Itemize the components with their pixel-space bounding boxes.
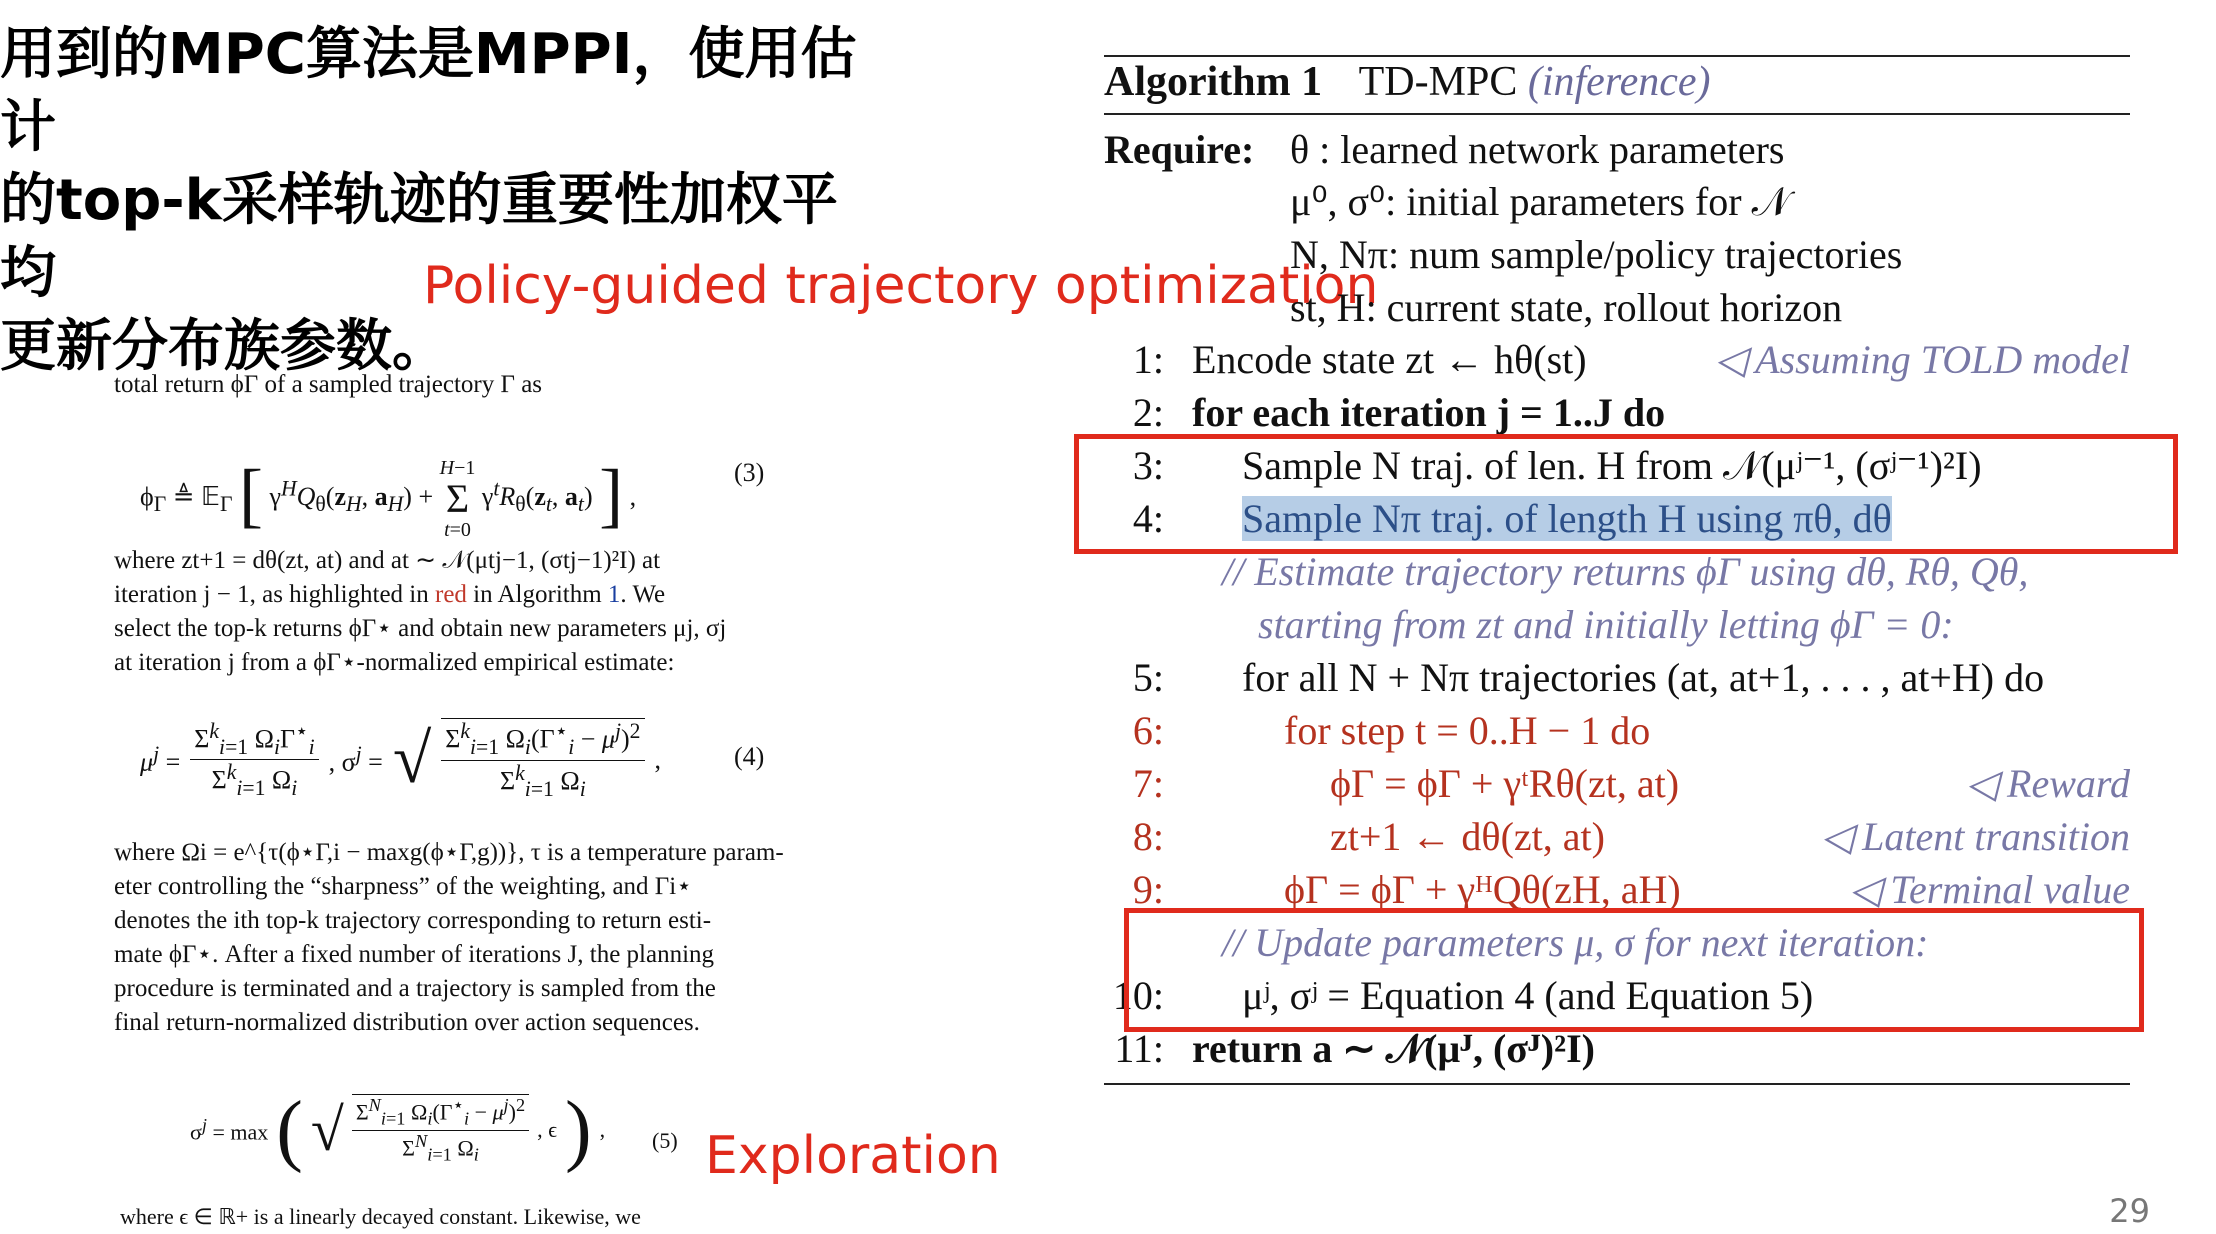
paper-p2-line-1: where Ωi = e^{τ(ϕ⋆Γ,i − maxg(ϕ⋆Γ,g))}, τ is a temperature param- (114, 839, 784, 866)
paper-p2-line-3: denotes the ith top-k trajectory corresponding to return esti- (114, 907, 712, 934)
algo-line-3: 3: Sample N traj. of len. H from 𝒩(μʲ⁻¹, (σʲ⁻¹)²I) (1132, 443, 1982, 488)
paper-p2-line-4: mate ϕΓ⋆. After a fixed number of iterations J, the planning (114, 941, 715, 968)
algo-note-reward: ◁ Reward (1966, 761, 2130, 806)
policy-sample-highlight: Sample Nπ traj. of length H using πθ, dθ (1242, 496, 1892, 541)
equation-5-body: $\sigma^j = \max$ ( √ $\Sigma^N_{i=1}$ $\Omega_i(\Gamma^⋆_i - \mu^j)^2$ $\Sigma^N_{i=1}$ $\Omega_i$ , ϵ ) , (190, 1086, 606, 1174)
algorithm-name: TD-MPC (1358, 59, 1518, 105)
algo-line-5: 5: for all N + Nπ trajectories (at, at+1, . . . , at+H) do (1132, 655, 2045, 700)
paper-p1-line-3: select the top-k returns ϕΓ⋆ and obtain new parameters μj, σj (114, 615, 727, 642)
algo-comment-starting: starting from zt and initially letting ϕΓ = 0: (1258, 602, 1954, 647)
slide-title-line-3: 更新分布族参数。 (0, 314, 448, 379)
paper-p1-line-1: where zt+1 = dθ(zt, at) and at ∼ 𝒩(μtj−1, (σtj−1)²I) at (114, 547, 661, 574)
require-label: Require: (1104, 127, 1255, 172)
paper-paragraph-1 (114, 544, 726, 680)
require-1: θ : learned network parameters (1290, 127, 1785, 172)
equation-4-number: (4) (734, 742, 765, 771)
update-redbox (1124, 908, 2144, 1032)
page-number: 29 (2109, 1192, 2150, 1230)
require-3: N, Nπ: num sample/policy trajectories (1290, 232, 1903, 277)
algo-line-10: 10: μʲ, σʲ = Equation 4 (and Equation 5) (1112, 973, 1814, 1018)
algorithm-ref-link[interactable]: 1 (607, 581, 621, 608)
algo-line-11: 11: return a ∼ 𝒩(μᴶ, (σᴶ)²I) (1114, 1026, 1596, 1071)
paper-paragraph-2 (114, 836, 784, 1040)
paper-p1-line-2: iteration j − 1, as highlighted in red in Algorithm 1. We (114, 581, 666, 608)
algorithm-label: Algorithm 1 (1104, 59, 1323, 105)
algo-note-told: ◁ Assuming TOLD model (1715, 337, 2130, 382)
equation-5 (190, 1086, 606, 1174)
slide-title-line-2: 的top-k采样轨迹的重要性加权平均 (0, 168, 838, 306)
algo-line-4: 4: Sample Nπ traj. of length H using πθ, dθ (1132, 496, 1892, 541)
algo-note-terminal: ◁ Terminal value (1849, 867, 2130, 912)
paper-p2-line-2: eter controlling the “sharpness” of the weighting, and Γi⋆ (114, 873, 692, 900)
algo-bottom-rule (1104, 1083, 2130, 1085)
algorithm-title (1104, 58, 1711, 106)
algo-line-2: 2: for each iteration j = 1..J do (1132, 390, 1666, 435)
equation-4-body: $\mu^j$ = $\Sigma^k_{i=1}$ $\Omega_i\Gamma^⋆_i$ $\Sigma^k_{i=1}$ $\Omega_i$ , $\sigma^j$ = √ $\Sigma^k_{i=1}$ $\Omega_i(\Gamma^⋆_i - \mu^j)^2$ $\Sigma^k_{i=1}$ $\Omega_i$ , (140, 718, 661, 801)
algo-title-rule (1104, 113, 2130, 115)
equation-3 (140, 454, 636, 541)
policy-guided-caption: Policy-guided trajectory optimization (423, 256, 1379, 316)
red-word: red (435, 581, 467, 608)
sampling-redbox (1074, 434, 2178, 554)
require-2: μ⁰, σ⁰: initial parameters for 𝒩 (1290, 179, 1790, 224)
algo-line-8: 8: zt+1 ← dθ(zt, at) ◁ Latent transition (1132, 814, 2130, 859)
equation-5-number: (5) (652, 1128, 678, 1153)
algo-comment-estimate: // Estimate trajectory returns ϕΓ using dθ, Rθ, Qθ, (1222, 549, 2029, 594)
equation-3-number: (3) (734, 458, 765, 487)
equation-3-body: $\phi_\Gamma$ ≜ 𝔼$_\Gamma$ [ $\gamma^HQ_\theta(z_H$, $a_H) + H-1$ Σ t=0 $\gamma^tR_\theta(z_t$, $a_t$) ] , (140, 455, 637, 542)
paper-p1-line-4: at iteration j from a ϕΓ⋆-normalized empirical estimate: (114, 649, 675, 676)
algo-line-1: 1: Encode state zt ← hθ(st) ◁ Assuming TOLD model (1132, 337, 2130, 382)
algo-line-6: 6: for step t = 0..H − 1 do (1132, 708, 1651, 753)
algorithm-mode: (inference) (1527, 59, 1711, 105)
paper-footer-line: where ϵ ∈ ℝ+ is a linearly decayed constant. Likewise, we (120, 1204, 641, 1229)
algo-top-rule (1104, 55, 2130, 57)
paper-intro: total return ϕΓ of a sampled trajectory Γ as (114, 371, 543, 398)
slide-title (0, 18, 880, 383)
algo-note-latent: ◁ Latent transition (1821, 814, 2130, 859)
paper-p2-line-5: procedure is terminated and a trajectory is sampled from the (114, 975, 716, 1002)
require-4: st, H: current state, rollout horizon (1290, 285, 1843, 330)
paper-p2-line-6: final return-normalized distribution over action sequences. (114, 1009, 700, 1036)
exploration-caption: Exploration (705, 1126, 1001, 1186)
algo-comment-update: // Update parameters μ, σ for next iteration: (1222, 920, 1929, 965)
equation-4 (140, 718, 661, 802)
algo-line-9: 9: ϕΓ = ϕΓ + γᴴQθ(zH, aH) ◁ Terminal value (1132, 867, 2130, 912)
slide-title-line-1: 用到的MPC算法是MPPI，使用估计 (0, 22, 857, 160)
algo-line-7: 7: ϕΓ = ϕΓ + γᵗRθ(zt, at) ◁ Reward (1132, 761, 2130, 806)
